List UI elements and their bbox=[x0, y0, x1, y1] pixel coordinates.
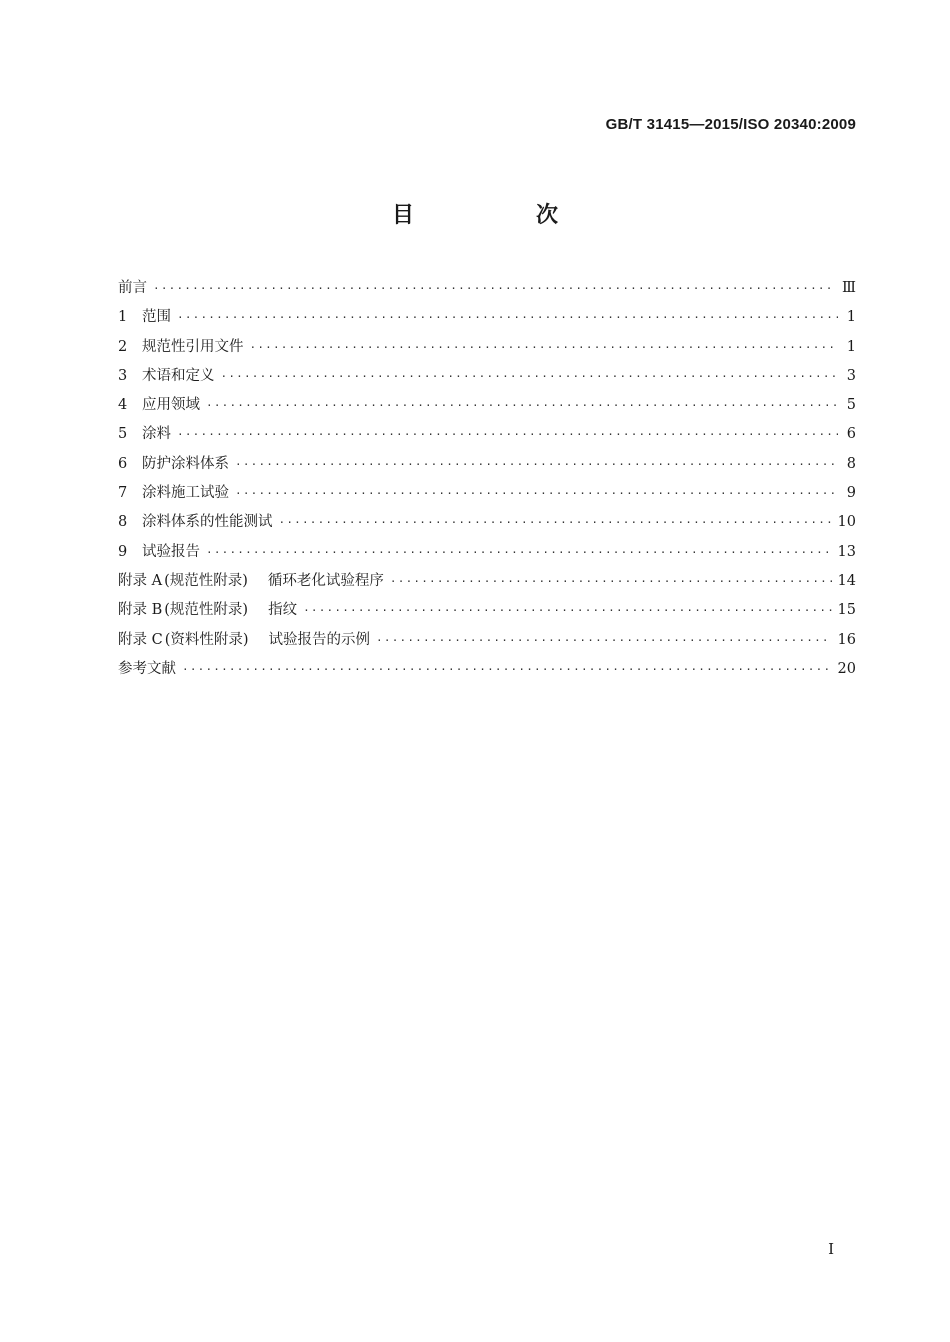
toc-entry-page: 6 bbox=[846, 426, 856, 443]
toc-entry-page: 15 bbox=[837, 602, 856, 619]
toc-entry-annex-type: (资料性附录) bbox=[164, 631, 249, 648]
toc-entry-annex-a[interactable] bbox=[118, 569, 856, 598]
toc-entry-2[interactable] bbox=[118, 335, 856, 364]
toc-entry-number: 6 bbox=[118, 455, 128, 472]
toc-entry-page: 13 bbox=[837, 543, 856, 560]
toc-leader bbox=[153, 282, 836, 295]
toc-entry-1[interactable] bbox=[118, 305, 856, 334]
toc-entry-label: 涂料施工试验 bbox=[142, 485, 229, 502]
toc-entry-page: 1 bbox=[846, 309, 856, 326]
toc-leader bbox=[206, 546, 832, 559]
toc-entry-annex-c[interactable] bbox=[118, 628, 856, 657]
toc-leader bbox=[177, 428, 838, 441]
toc-entry-label: 附录 A bbox=[118, 572, 163, 589]
toc-entry-label: 规范性引用文件 bbox=[142, 338, 244, 355]
toc-entry-4[interactable] bbox=[118, 393, 856, 422]
table-of-contents bbox=[118, 276, 856, 686]
toc-entry-page: 5 bbox=[846, 397, 856, 414]
toc-entry-page: 10 bbox=[837, 514, 856, 531]
toc-entry-6[interactable] bbox=[118, 452, 856, 481]
toc-entry-label: 应用领域 bbox=[142, 397, 200, 414]
toc-entry-annex-type: (规范性附录) bbox=[164, 602, 249, 619]
page-title: 目 次 bbox=[391, 203, 608, 228]
toc-entry-8[interactable] bbox=[118, 510, 856, 539]
toc-entry-label: 附录 C bbox=[118, 631, 163, 648]
toc-entry-page: 20 bbox=[837, 660, 856, 677]
toc-entry-number: 3 bbox=[118, 367, 128, 384]
toc-entry-number: 5 bbox=[118, 426, 128, 443]
toc-entry-annex-title: 试验报告的示例 bbox=[268, 631, 371, 648]
toc-entry-3[interactable] bbox=[118, 364, 856, 393]
toc-entry-label: 涂料体系的性能测试 bbox=[142, 514, 273, 531]
toc-entry-number: 1 bbox=[118, 309, 128, 326]
toc-leader bbox=[279, 516, 832, 529]
toc-leader bbox=[221, 370, 839, 383]
toc-entry-label: 术语和定义 bbox=[142, 367, 215, 384]
toc-entry-page: 14 bbox=[837, 572, 856, 589]
toc-leader bbox=[376, 634, 832, 647]
toc-entry-5[interactable] bbox=[118, 422, 856, 451]
toc-entry-annex-b[interactable] bbox=[118, 598, 856, 627]
standard-code: GB/T 31415—2015/ISO 20340:2009 bbox=[605, 116, 856, 133]
toc-entry-bibliography[interactable] bbox=[118, 657, 856, 686]
toc-leader bbox=[182, 663, 832, 676]
toc-entry-page: 16 bbox=[837, 631, 856, 648]
toc-entry-page: 3 bbox=[846, 367, 856, 384]
toc-entry-label: 试验报告 bbox=[142, 543, 200, 560]
toc-entry-page: 1 bbox=[846, 338, 856, 355]
toc-entry-annex-title: 循环老化试验程序 bbox=[267, 572, 384, 589]
toc-entry-number: 9 bbox=[118, 543, 128, 560]
toc-entry-9[interactable] bbox=[118, 540, 856, 569]
toc-entry-page: 9 bbox=[846, 485, 856, 502]
toc-leader bbox=[303, 604, 831, 617]
toc-leader bbox=[206, 399, 838, 412]
toc-entry-7[interactable] bbox=[118, 481, 856, 510]
toc-leader bbox=[390, 575, 832, 588]
toc-entry-number: 7 bbox=[118, 485, 128, 502]
toc-entry-label: 范围 bbox=[142, 309, 171, 326]
toc-entry-label: 防护涂料体系 bbox=[142, 455, 229, 472]
toc-leader bbox=[250, 341, 839, 354]
toc-leader bbox=[235, 458, 838, 471]
toc-leader bbox=[177, 311, 838, 324]
page-number: I bbox=[828, 1240, 834, 1258]
toc-leader bbox=[235, 487, 838, 500]
toc-entry-label: 涂料 bbox=[142, 426, 171, 443]
toc-entry-number: 2 bbox=[118, 338, 128, 355]
toc-entry-number: 4 bbox=[118, 397, 128, 414]
toc-entry-annex-title: 指纹 bbox=[268, 602, 298, 619]
toc-entry-label: 参考文献 bbox=[118, 660, 176, 677]
toc-entry-page: Ⅲ bbox=[842, 280, 856, 296]
toc-entry-label: 附录 B bbox=[118, 602, 163, 619]
toc-entry-foreword[interactable] bbox=[118, 276, 856, 305]
toc-entry-number: 8 bbox=[118, 514, 128, 531]
toc-entry-label: 前言 bbox=[118, 280, 147, 296]
toc-entry-page: 8 bbox=[846, 455, 856, 472]
toc-entry-annex-type: (规范性附录) bbox=[164, 572, 248, 589]
